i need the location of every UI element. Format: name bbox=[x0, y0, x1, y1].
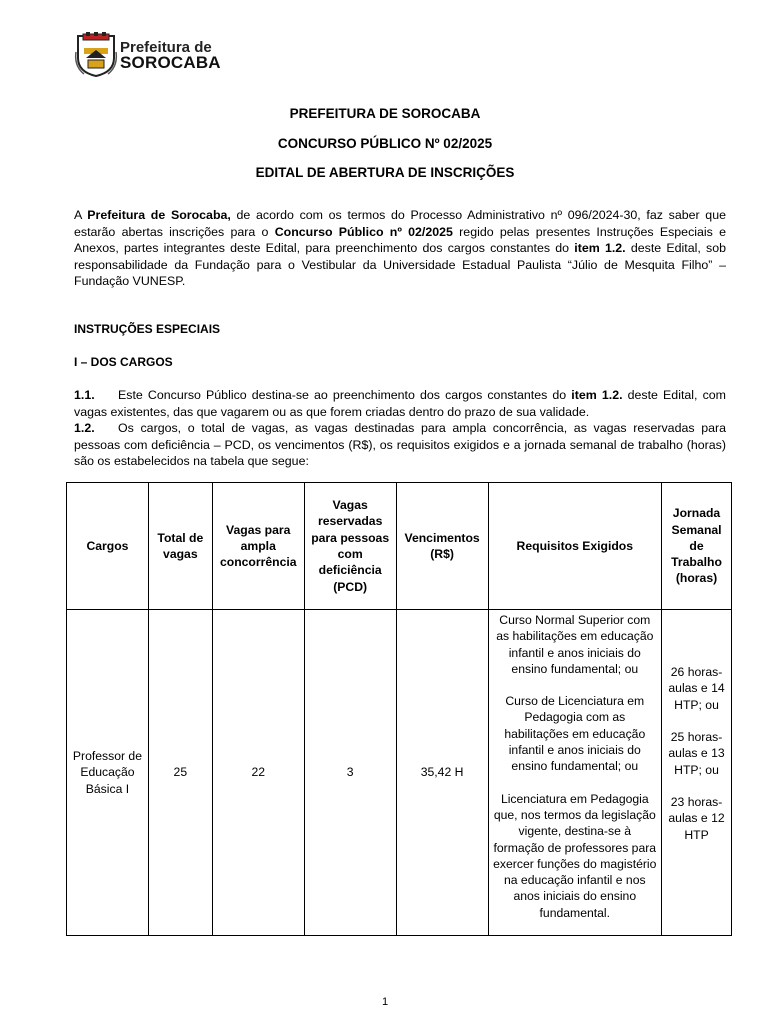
header-vencimentos: Vencimentos (R$) bbox=[396, 483, 488, 610]
title-prefeitura: PREFEITURA DE SOROCABA bbox=[289, 106, 481, 121]
table-header-row bbox=[67, 483, 732, 610]
section-cargos: I – DOS CARGOS bbox=[74, 355, 173, 369]
header-jornada: Jornada Semanal de Trabalho (horas) bbox=[662, 483, 732, 610]
title-concurso: CONCURSO PÚBLICO Nº 02/2025 bbox=[277, 136, 493, 151]
header-vagas-ampla: Vagas para ampla concorrência bbox=[212, 483, 304, 610]
concurso-ref: Concurso Público nº 02/2025 bbox=[274, 224, 453, 239]
requisito-1: Curso Normal Superior com as habilitações em educação infantil e anos iniciais do ensino fundamental; ou bbox=[496, 613, 654, 676]
header-requisitos: Requisitos Exigidos bbox=[488, 483, 661, 610]
table-row bbox=[67, 610, 732, 936]
org-name: Prefeitura de Sorocaba, bbox=[87, 208, 231, 222]
intro-paragraph: A Prefeitura de Sorocaba, de acordo com os termos do Processo Administrativo nº 096/2024-30, faz saber que estarão abertas inscrições para o Concurso Público nº 02/2025 regido pelas presentes Instruções Especiais e Anexos, partes integrantes deste Edital, para preenchimento dos cargos constantes do item 1.2. deste Edital, sob responsabilidade da Fundação para o Vestibular da Universidade Estadual Paulista “Júlio de Mesquita Filho” – Fundação VUNESP. bbox=[74, 208, 726, 288]
header-total-vagas: Total de vagas bbox=[148, 483, 212, 610]
jornada-2: 25 horas-aulas e 13 HTP; ou bbox=[668, 730, 725, 777]
cell-jornada bbox=[662, 610, 732, 936]
requisito-3: Licenciatura em Pedagogia que, nos termos da legislação vigente, destina-se à formação de professores para exercer funções do magistério na educação infantil e nos anos iniciais do ensino fundamental. bbox=[493, 791, 657, 920]
prefeitura-logo bbox=[74, 32, 224, 80]
logo-line-2: SOROCABA bbox=[120, 53, 221, 72]
jornada-3: 23 horas-aulas e 12 HTP bbox=[668, 794, 725, 842]
coat-of-arms-icon bbox=[74, 32, 118, 78]
logo-line-1: Prefeitura de bbox=[120, 39, 212, 56]
cell-ampla: 22 bbox=[212, 610, 304, 936]
section-instrucoes: INSTRUÇÕES ESPECIAIS bbox=[74, 322, 221, 336]
requisito-2: Curso de Licenciatura em Pedagogia com as habilitações em educação infantil e anos iniciais do ensino fundamental; ou bbox=[504, 694, 646, 774]
header-cargos: Cargos bbox=[67, 483, 149, 610]
item-ref: item 1.2. bbox=[574, 241, 626, 255]
title-edital: EDITAL DE ABERTURA DE INSCRIÇÕES bbox=[255, 165, 515, 180]
header-vagas-pcd: Vagas reservadas para pessoas com deficiência (PCD) bbox=[304, 483, 396, 610]
item-1-1: 1.1. Este Concurso Público destina-se ao preenchimento dos cargos constantes do item 1.2. deste Edital, com vagas existentes, das que vagarem ou as que forem criadas dentro do prazo de sua validade. bbox=[74, 388, 726, 419]
jornada-1: 26 horas-aulas e 14 HTP; ou bbox=[668, 665, 725, 712]
cell-requisitos bbox=[488, 610, 661, 936]
cell-total: 25 bbox=[148, 610, 212, 936]
page-number: 1 bbox=[381, 996, 389, 1008]
cell-cargo: Professor de Educação Básica I bbox=[67, 610, 149, 936]
cell-pcd: 3 bbox=[304, 610, 396, 936]
item-1-2: 1.2. Os cargos, o total de vagas, as vagas destinadas para ampla concorrência, as vagas reservadas para pessoas com deficiência – PCD, os vencimentos (R$), os requisitos exigidos e a jornada semanal de trabalho (horas) são os estabelecidos na tabela que segue: bbox=[74, 421, 726, 468]
cell-vencimentos: 35,42 H bbox=[396, 610, 488, 936]
cargos-table bbox=[66, 482, 732, 936]
